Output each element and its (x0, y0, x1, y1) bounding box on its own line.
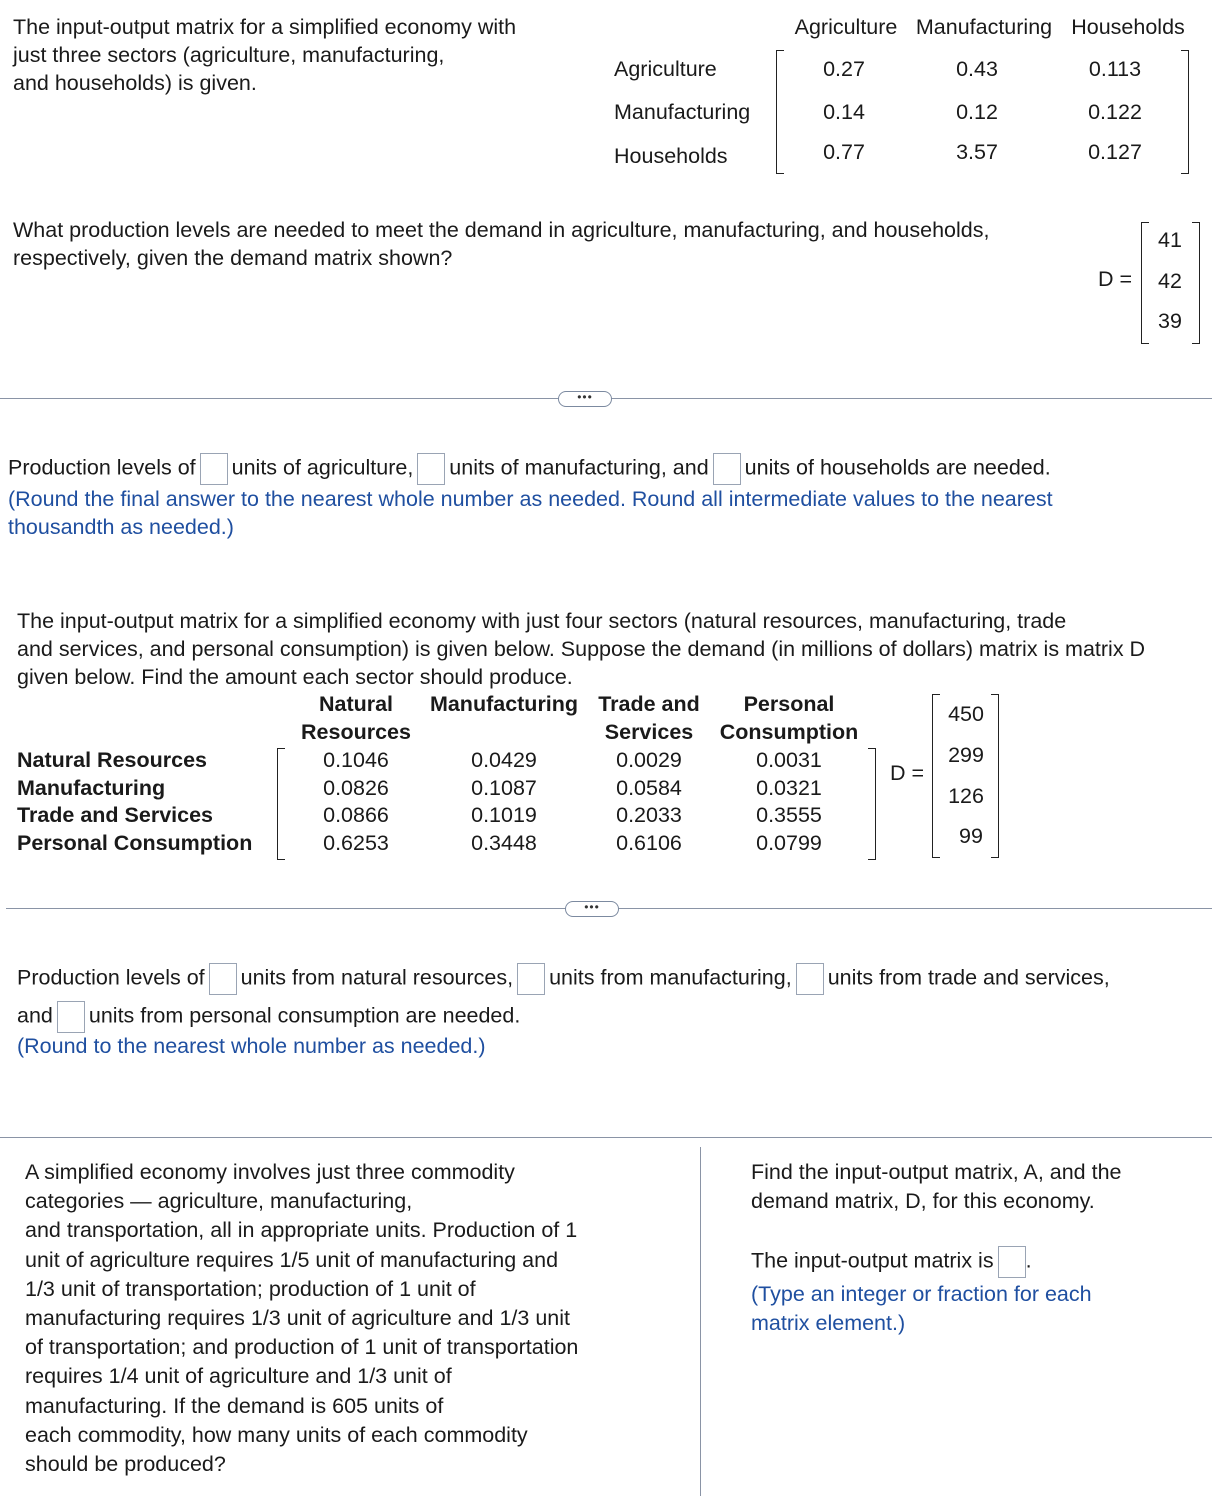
q1-intro-3: and households) is given. (13, 71, 257, 95)
q1-answer-text: units of households are needed. (744, 455, 1051, 480)
row-label: Natural Resources (17, 748, 207, 772)
q1-hint-1: (Round the final answer to the nearest whole number as needed. Round all intermediate values to the nearest (8, 487, 1053, 511)
matrix-cell: 0.0321 (756, 776, 822, 800)
q2-d-label: D = (890, 761, 925, 785)
q2-hint: (Round to the nearest whole number as needed.) (17, 1034, 486, 1058)
matrix-cell: 0.1087 (471, 776, 537, 800)
q3-answer-line (751, 1246, 1032, 1278)
matrix-cell: 0.77 (823, 140, 865, 164)
q3-problem-line: manufacturing. If the demand is 605 units of (25, 1393, 444, 1418)
q2-answer-text: and (17, 1003, 53, 1028)
q1-answer-text: units of agriculture, (231, 455, 414, 480)
q1-d-value: 41 (1158, 228, 1182, 252)
d-left-bracket (932, 694, 940, 858)
q1-answer-text: Production levels of (8, 455, 196, 480)
expand-ellipsis-button[interactable]: ••• (558, 391, 612, 407)
q2-answer-line-2 (17, 1001, 520, 1033)
q3-problem-line: and transportation, all in appropriate units. Production of 1 (25, 1218, 578, 1243)
d-left-bracket (1141, 222, 1149, 344)
q3-answer-text: The input-output matrix is (751, 1248, 994, 1273)
matrix-cell: 0.0826 (323, 776, 389, 800)
matrix-cell: 0.0031 (756, 748, 822, 772)
column-header: Consumption (719, 720, 859, 744)
q3-problem-line: each commodity, how many units of each commodity (25, 1422, 528, 1447)
column-header: Resources (301, 720, 411, 744)
q2-d-value: 126 (948, 784, 984, 808)
q2-intro-3: given below. Find the amount each sector should produce. (17, 665, 573, 689)
row-label: Trade and Services (17, 803, 213, 827)
q3-problem-line: requires 1/4 unit of agriculture and 1/3 unit of (25, 1364, 452, 1389)
matrix-cell: 0.6106 (616, 831, 682, 855)
q1-intro-2: just three sectors (agriculture, manufacturing, (13, 43, 445, 67)
matrix-cell: 0.12 (956, 100, 998, 124)
matrix-left-bracket (277, 748, 285, 860)
q1-col-header: Agriculture (794, 15, 898, 39)
q1-answer-text: units of manufacturing, and (449, 455, 709, 480)
q2-answer-text: units from personal consumption are needed. (88, 1003, 521, 1028)
manufacturing-answer-input[interactable] (517, 963, 545, 995)
matrix-cell: 0.1019 (471, 803, 537, 827)
expand-ellipsis-button[interactable]: ••• (565, 901, 619, 917)
q2-answer-text: units from natural resources, (240, 965, 514, 990)
matrix-cell: 3.57 (956, 140, 998, 164)
q3-problem-line: manufacturing requires 1/3 unit of agriculture and 1/3 unit (25, 1306, 570, 1330)
matrix-cell: 0.43 (956, 57, 998, 81)
q3-problem-line: categories — agriculture, manufacturing, (25, 1189, 413, 1214)
q2-d-value: 99 (959, 824, 983, 848)
q1-row-label: Manufacturing (614, 100, 751, 124)
matrix-cell: 0.0799 (756, 831, 822, 855)
matrix-cell: 0.0429 (471, 748, 537, 772)
row-label: Manufacturing (17, 776, 166, 800)
q2-answer-text: units from trade and services, (827, 965, 1110, 990)
manufacturing-answer-input[interactable] (417, 453, 445, 485)
column-header: Natural (318, 692, 394, 716)
q3-problem-line: 1/3 unit of transportation; production of 1 unit of (25, 1276, 476, 1301)
d-right-bracket (1192, 222, 1200, 344)
q1-row-label: Households (614, 144, 728, 168)
q2-answer-text: Production levels of (17, 965, 205, 990)
matrix-right-bracket (1181, 50, 1189, 174)
matrix-cell: 0.14 (823, 100, 865, 124)
matrix-cell: 0.3555 (756, 803, 822, 827)
d-right-bracket (991, 694, 999, 858)
q1-col-header: Manufacturing (915, 15, 1053, 39)
input-output-matrix-answer-input[interactable] (998, 1246, 1026, 1278)
matrix-cell: 0.0584 (616, 776, 682, 800)
matrix-cell: 0.6253 (323, 831, 389, 855)
vertical-divider (700, 1147, 701, 1496)
q2-answer-line-1 (17, 963, 1110, 995)
q3-right-2: demand matrix, D, for this economy. (751, 1189, 1095, 1213)
divider (0, 1137, 1212, 1138)
q3-hint-2: matrix element.) (751, 1311, 906, 1335)
column-header: Trade and (598, 692, 700, 716)
q3-hint-1: (Type an integer or fraction for each (751, 1282, 1092, 1306)
q2-intro-1: The input-output matrix for a simplified economy with just four sectors (natural resources, manufacturing, trade (17, 609, 1067, 633)
natural-resources-answer-input[interactable] (209, 963, 237, 995)
q1-row-label: Agriculture (614, 57, 717, 81)
matrix-cell: 0.127 (1088, 140, 1142, 164)
q3-right-1: Find the input-output matrix, A, and the (751, 1160, 1122, 1184)
row-label: Personal Consumption (17, 831, 253, 855)
q3-problem-line: A simplified economy involves just three commodity (25, 1160, 515, 1184)
matrix-cell: 0.0029 (616, 748, 682, 772)
matrix-cell: 0.3448 (471, 831, 537, 855)
q3-problem-line: should be produced? (25, 1452, 226, 1476)
q1-question-2: respectively, given the demand matrix shown? (13, 246, 453, 270)
q3-answer-suffix: . (1025, 1248, 1032, 1273)
q3-problem-line: of transportation; and production of 1 unit of transportation (25, 1335, 579, 1360)
column-header: Personal (743, 692, 835, 716)
matrix-right-bracket (868, 748, 876, 860)
column-header: Manufacturing (429, 692, 579, 716)
matrix-cell: 0.122 (1088, 100, 1142, 124)
q2-d-value: 450 (948, 702, 984, 726)
q2-intro-2: and services, and personal consumption) is given below. Suppose the demand (in millions of dollars) matrix is matrix D (17, 637, 1146, 661)
column-header: Services (604, 720, 694, 744)
matrix-cell: 0.113 (1088, 57, 1142, 81)
q1-col-header: Households (1071, 15, 1185, 39)
matrix-cell: 0.2033 (616, 803, 682, 827)
q1-d-label: D = (1098, 267, 1133, 291)
personal-consumption-answer-input[interactable] (57, 1001, 85, 1033)
households-answer-input[interactable] (713, 453, 741, 485)
q2-answer-text: units from manufacturing, (549, 965, 792, 990)
q1-d-value: 42 (1158, 269, 1182, 293)
matrix-left-bracket (776, 50, 784, 174)
agriculture-answer-input[interactable] (200, 453, 228, 485)
q3-problem-line: unit of agriculture requires 1/5 unit of manufacturing and (25, 1247, 559, 1272)
matrix-cell: 0.1046 (323, 748, 389, 772)
q2-d-value: 299 (948, 743, 984, 767)
q1-intro-1: The input-output matrix for a simplified economy with (13, 15, 517, 39)
q1-answer-line (8, 453, 1051, 485)
trade-services-answer-input[interactable] (796, 963, 824, 995)
matrix-cell: 0.27 (823, 57, 865, 81)
q1-hint-2: thousandth as needed.) (8, 515, 234, 539)
matrix-cell: 0.0866 (323, 803, 389, 827)
q1-question-1: What production levels are needed to meet the demand in agriculture, manufacturing, and households, (13, 218, 990, 242)
q1-d-value: 39 (1158, 309, 1182, 333)
